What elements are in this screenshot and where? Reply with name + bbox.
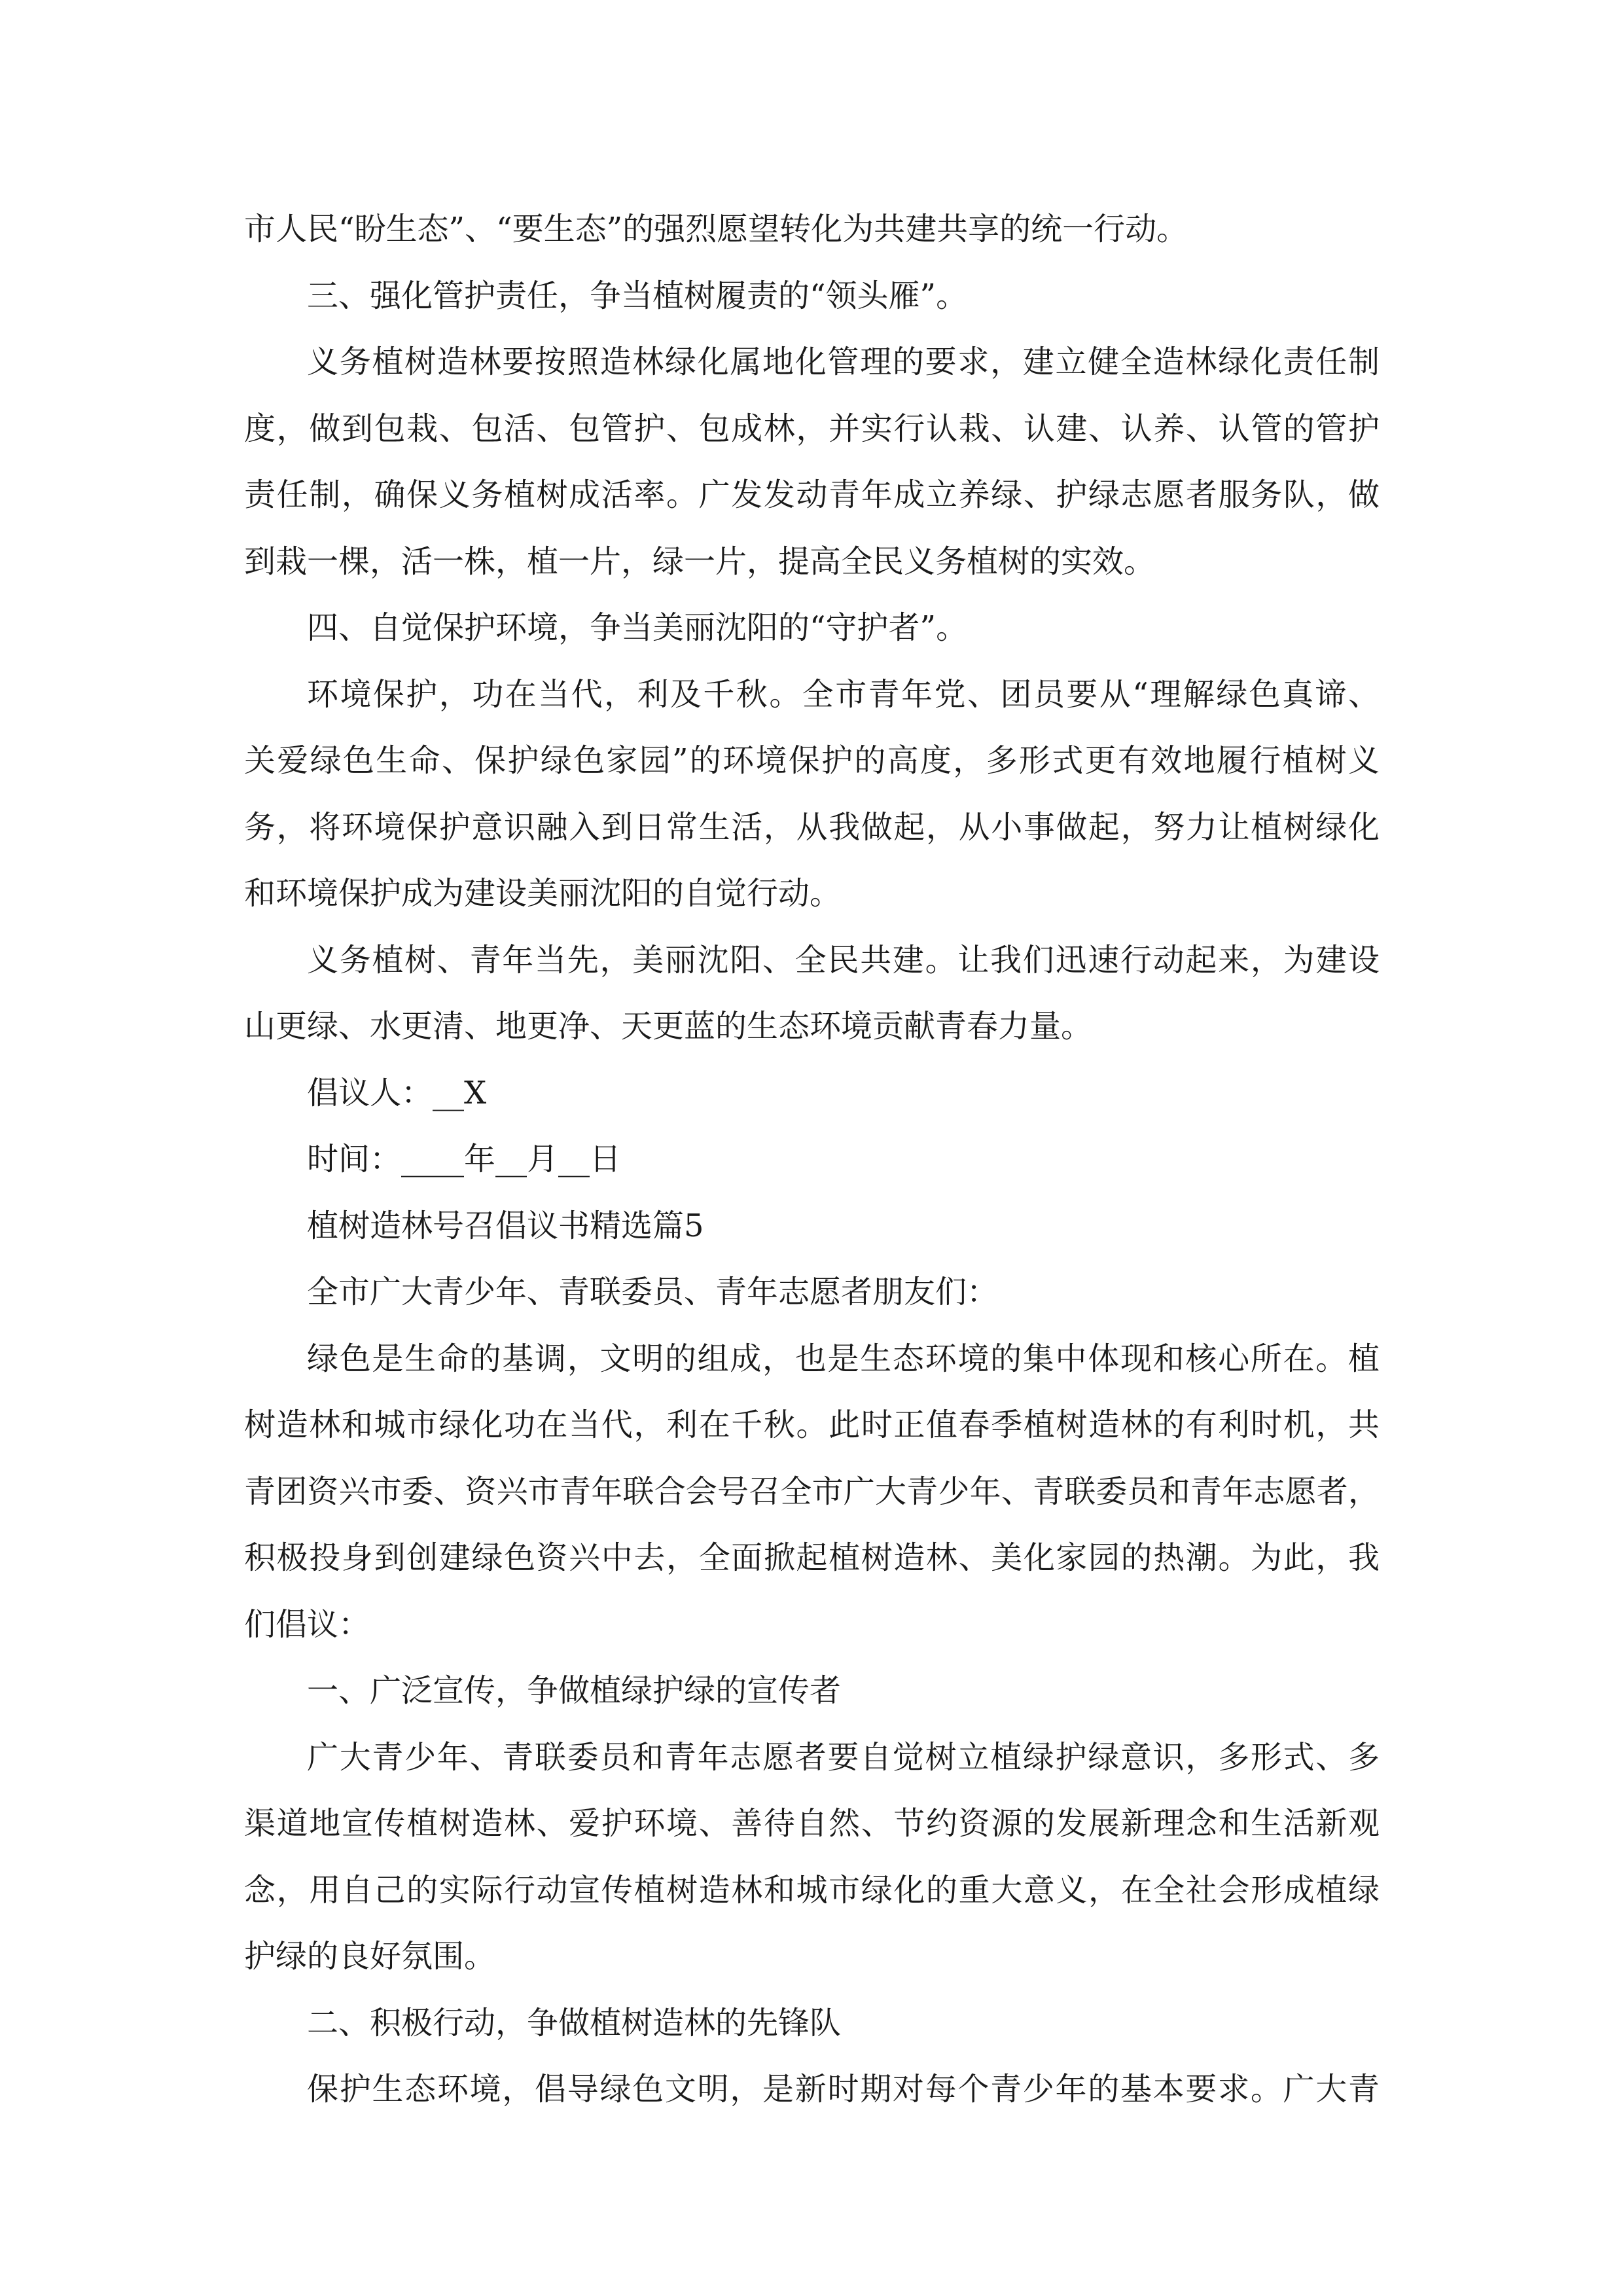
text-line: 度，做到包栽、包活、包管护、包成林，并实行认栽、认建、认养、认管的管护 <box>244 410 1380 447</box>
text-line: 责任制，确保义务植树成活率。广发发动青年成立养绿、护绿志愿者服务队，做 <box>244 476 1380 513</box>
text-line: 环境保护，功在当代，利及千秋。全市青年党、团员要从“理解绿色真谛、 <box>307 675 1380 713</box>
text-line: 积极投身到创建绿色资兴中去，全面掀起植树造林、美化家园的热潮。为此，我 <box>244 1539 1380 1576</box>
text-line: 树造林和城市绿化功在当代，利在千秋。此时正值春季植树造林的有利时机，共 <box>244 1407 1380 1443</box>
text-line: 时间：____年__月__日 <box>307 1141 622 1177</box>
text-line: 青团资兴市委、资兴市青年联合会号召全市广大青少年、青联委员和青年志愿者， <box>244 1473 1380 1510</box>
text-line: 市人民“盼生态”、“要生态”的强烈愿望转化为共建共享的统一行动。 <box>244 211 1188 247</box>
text-line: 山更绿、水更清、地更净、天更蓝的生态环境贡献青春力量。 <box>244 1008 1093 1045</box>
text-line: 三、强化管护责任，争当植树履责的“领头雁”。 <box>307 277 968 314</box>
text-line: 渠道地宣传植树造林、爱护环境、善待自然、节约资源的发展新理念和生活新观 <box>244 1805 1380 1842</box>
text-line: 义务植树造林要按照造林绿化属地化管理的要求，建立健全造林绿化责任制 <box>307 344 1380 380</box>
text-line: 到栽一棵，活一株，植一片，绿一片，提高全民义务植树的实效。 <box>244 543 1156 580</box>
text-line: 广大青少年、青联委员和青年志愿者要自觉树立植绿护绿意识，多形式、多 <box>307 1738 1380 1776</box>
text-line: 植树造林号召倡议书精选篇5 <box>307 1207 704 1244</box>
text-line: 念，用自己的实际行动宣传植树造林和城市绿化的重大意义，在全社会形成植绿 <box>244 1871 1380 1909</box>
text-line: 绿色是生命的基调，文明的组成，也是生态环境的集中体现和核心所在。植 <box>307 1340 1380 1377</box>
text-line: 和环境保护成为建设美丽沈阳的自觉行动。 <box>244 875 842 912</box>
text-line: 务，将环境保护意识融入到日常生活，从我做起，从小事做起，努力让植树绿化 <box>244 808 1380 846</box>
text-line: 一、广泛宣传，争做植绿护绿的宣传者 <box>307 1672 842 1709</box>
text-line: 关爱绿色生命、保护绿色家园”的环境保护的高度，多形式更有效地履行植树义 <box>244 742 1380 779</box>
text-line: 护绿的良好氛围。 <box>244 1938 496 1975</box>
text-line: 全市广大青少年、青联委员、青年志愿者朋友们： <box>307 1274 999 1310</box>
text-line: 保护生态环境，倡导绿色文明，是新时期对每个青少年的基本要求。广大青 <box>307 2071 1380 2108</box>
text-line: 们倡议： <box>244 1605 370 1643</box>
text-line: 四、自觉保护环境，争当美丽沈阳的“守护者”。 <box>307 609 968 646</box>
text-line: 倡议人：__X <box>307 1074 487 1111</box>
document-page <box>244 196 1380 2123</box>
text-line: 二、积极行动，争做植树造林的先锋队 <box>307 2004 842 2041</box>
text-line: 义务植树、青年当先，美丽沈阳、全民共建。让我们迅速行动起来，为建设 <box>307 941 1380 978</box>
